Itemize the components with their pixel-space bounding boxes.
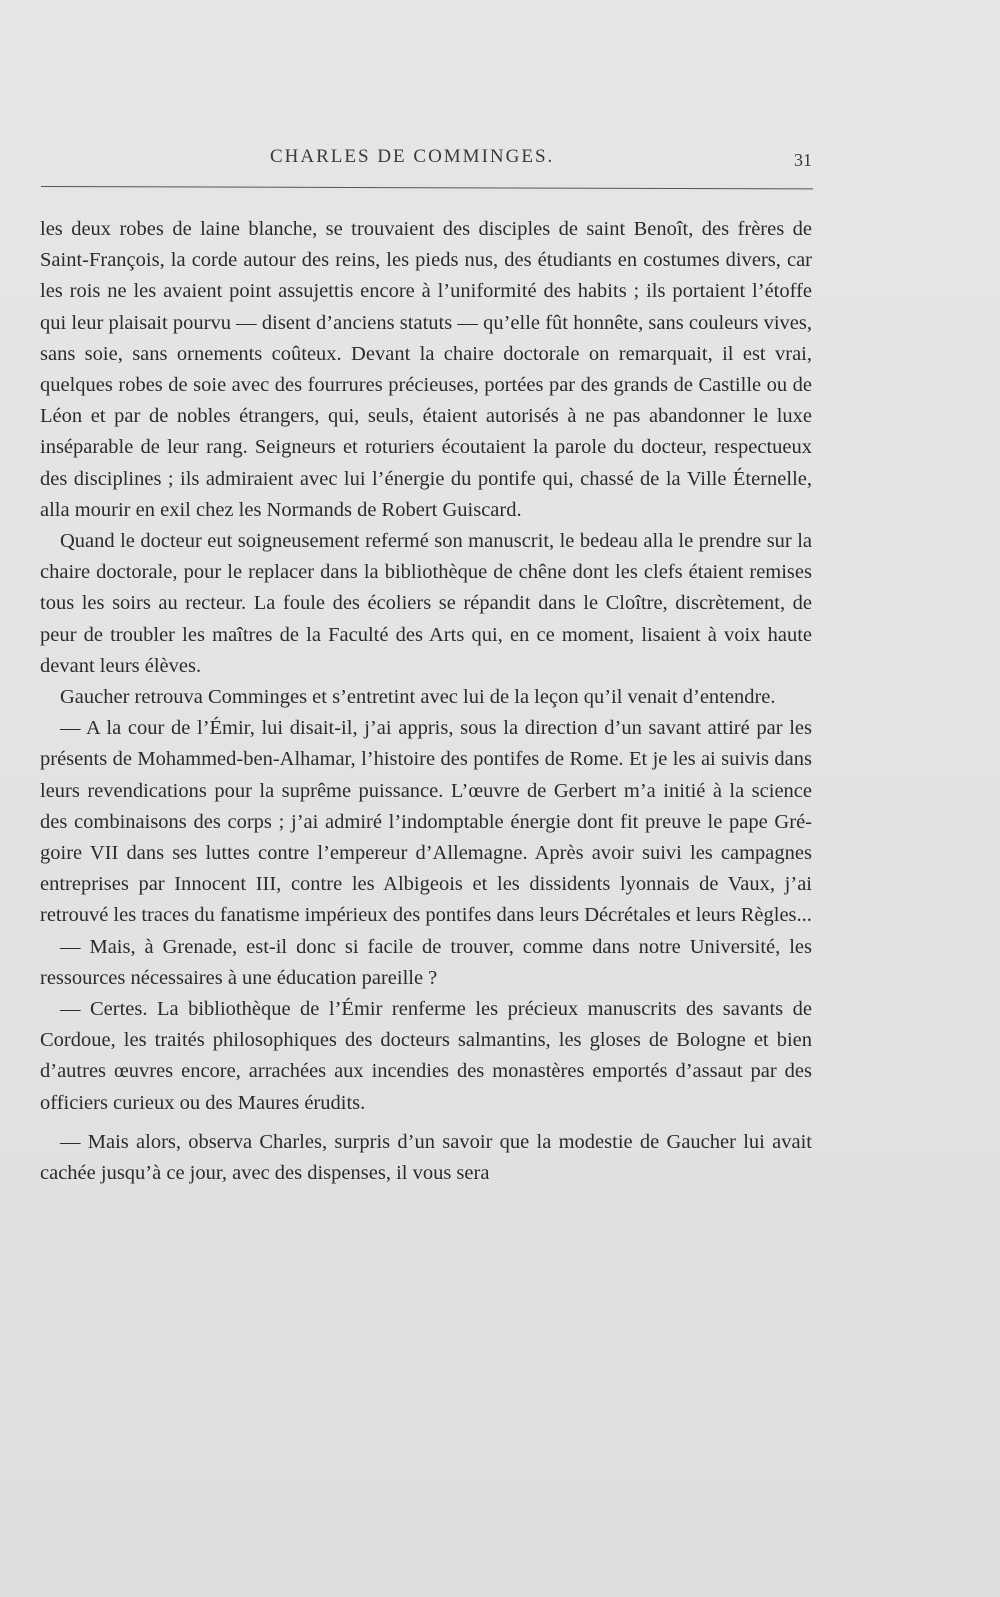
- body-text: [40, 214, 812, 1189]
- paragraph: Gaucher retrouva Comminges et s’entretint avec lui de la leçon qu’il venait d’entendre.: [60, 686, 776, 709]
- paragraph: les deux robes de laine blanche, se trouvaient des disciples de saint Benoît, des frères de Saint-François, la corde autour des reins, les pieds nus, des étudiants en costumes divers, car les rois ne les avaient point assujettis encore à l’uniformité des habits ; ils portaient l’étoffe qui leur plaisait pourvu — disent d’anciens statuts — qu’elle fût honnête, sans couleurs vives, sans soie, sans ornements coûteux. Devant la chaire doctorale on remarquait, il est vrai, quelques robes de soie avec des fourrures précieuses, portées par des grands de Castille ou de Léon et par de nobles étrangers, qui, seuls, étaient autorisés à ne pas abandonner le luxe inséparable de leur rang. Seigneurs et roturiers écoutaient la parole du docteur, respectueux des disciplines ; ils admiraient avec lui l’énergie du pontife qui, chassé de la Ville Éternelle, alla mourir en exil chez les Normands de Robert Guiscard.: [40, 218, 812, 521]
- paragraph: Quand le docteur eut soigneusement refermé son manuscrit, le bedeau alla le prendre sur la chaire doctorale, pour le replacer dans la bibliothèque de chêne dont les clefs étaient remises tous les soirs au recteur. La foule des écoliers se répandit dans le Cloître, discrètement, de peur de troubler les maîtres de la Faculté des Arts qui, en ce moment, lisaient à voix haute devant leurs élèves.: [40, 530, 812, 677]
- page-number: 31: [794, 150, 812, 170]
- running-title: CHARLES DE COMMINGES.: [270, 146, 555, 167]
- page-header: [40, 140, 812, 180]
- dialogue-paragraph: — Certes. La bibliothèque de l’Émir renferme les précieux manuscrits des savants de Cordoue, les traités philosophiques des docteurs salmantins, les gloses de Bologne et bien d’autres œuvres encore, arrachées aux incendies des monastères emportés d’assaut par des officiers curieux ou des Maures érudits.: [40, 998, 812, 1114]
- dialogue-paragraph: — Mais, à Grenade, est-il donc si facile de trouver, comme dans notre Université, les ressources nécessaires à une éducation pareille ?: [40, 935, 812, 989]
- dialogue-paragraph: — Mais alors, observa Charles, surpris d’un savoir que la modestie de Gaucher lui avait cachée jusqu’à ce jour, avec des dispenses, il vous sera: [40, 1130, 812, 1185]
- header-rule: [41, 186, 813, 189]
- dialogue-paragraph: — A la cour de l’Émir, lui disait-il, j’ai appris, sous la direction d’un savant attiré par les présents de Mohammed-ben-Alhamar, l’histoire des pontifes de Rome. Et je les ai suivis dans leurs revendications pour la suprême puissance. L’œuvre de Gerbert m’a initié à la science des combinaisons des corps ; j’ai admiré l’indomptable énergie dont fit preuve le pape Grégoire VII dans ses luttes contre l’empereur d’Allemagne. Après avoir suivi les campagnes entreprises par Innocent III, contre les Albigeois et les dissidents lyonnais de Vaux, j’ai retrouvé les traces du fanatisme impérieux des pontifes dans leurs Décrétales et leurs Règles...: [40, 717, 812, 927]
